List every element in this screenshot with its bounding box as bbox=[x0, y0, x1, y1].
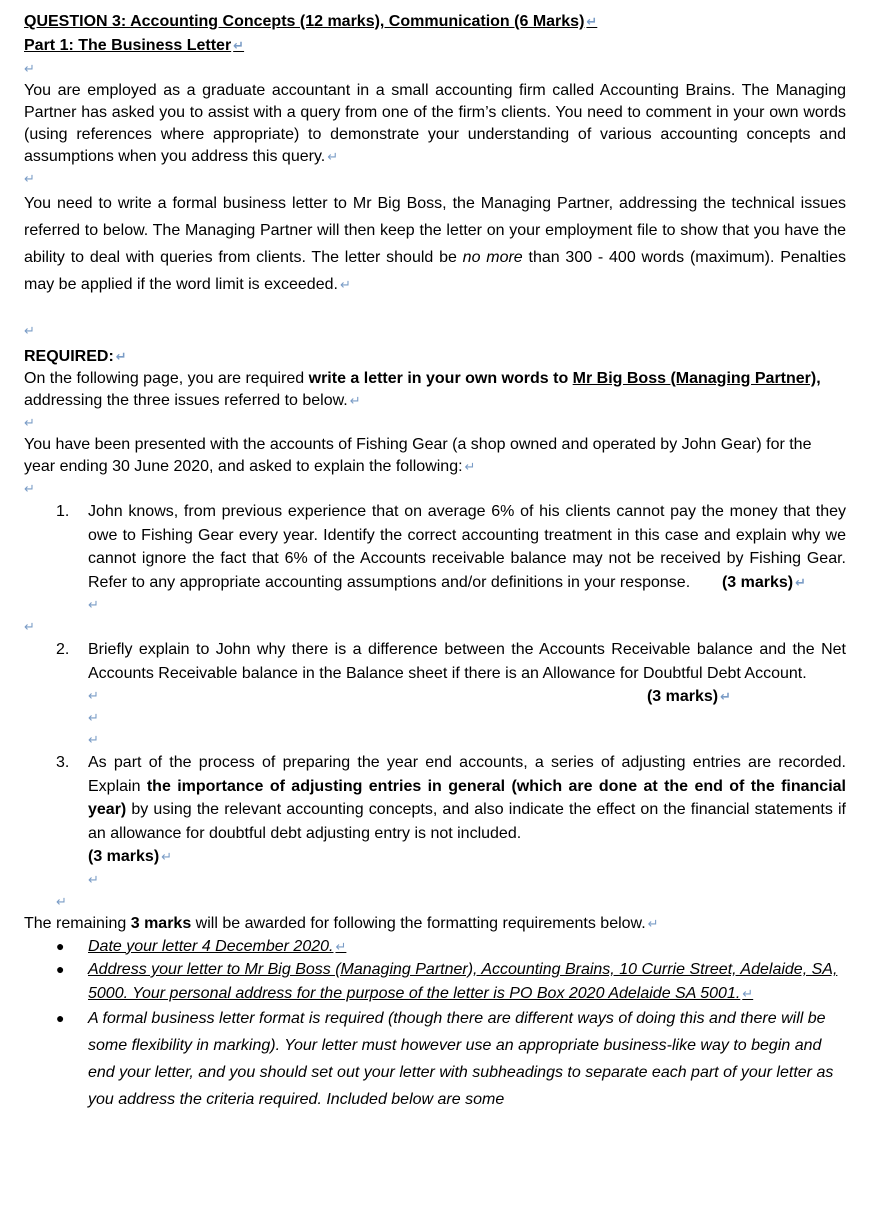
paragraph-mark: ↵ bbox=[24, 619, 35, 634]
question-item-1: 1. John knows, from previous experience that on average 6% of his clients cannot pay the money that they owe to Fishing Gear every year. Identify the correct accounting treatment in this case and explain why we cannot ignore the fact that 6% of the Accounts receivable balance may not be received by Fishing Gear. Refer to any appropriate accounting assumptions and/or definitions in your response. (3 marks) ↵ bbox=[56, 503, 846, 591]
item-3-marks: (3 marks) bbox=[88, 848, 160, 865]
intro-paragraph-1: You are employed as a graduate accountant in a small accounting firm called Accounting Brains. The Managing Partner has asked you to assist with a query from one of the firm’s clients. You need to comment in your own words (using references where appropriate) to demonstrate your understanding of various accounting concepts and assumptions when you address this query. ↵ bbox=[24, 82, 846, 165]
question-items-3 bbox=[24, 751, 846, 869]
bullet-icon: ● bbox=[56, 961, 65, 977]
paragraph-mark: ↵ bbox=[88, 871, 99, 887]
paragraph-mark: ↵ bbox=[88, 597, 99, 612]
paragraph-mark: ↵ bbox=[24, 171, 35, 186]
paragraph-mark: ↵ bbox=[24, 481, 35, 496]
required-label: REQUIRED: ↵ bbox=[24, 348, 127, 365]
paragraph-mark: ↵ bbox=[56, 893, 67, 909]
paragraph-mark: ↵ bbox=[88, 710, 99, 725]
bullet-icon: ● bbox=[56, 1010, 65, 1026]
bullet-icon: ● bbox=[56, 937, 65, 954]
paragraph-mark: ↵ bbox=[24, 323, 35, 338]
required-instruction: On the following page, you are required write a letter in your own words to Mr Big Boss (Managing Partner), addressing the three issues referred to below. ↵ bbox=[24, 370, 821, 409]
part-heading: Part 1: The Business Letter ↵ bbox=[24, 37, 245, 54]
paragraph-mark bbox=[24, 298, 846, 320]
requirement-address: ● Address your letter to Mr Big Boss (Managing Partner), Accounting Brains, 10 Currie Street, Adelaide, SA, 5000. Your personal address for the purpose of the letter is PO Box 2020 Adelaide SA 5001. ↵ bbox=[24, 958, 846, 1005]
question-items bbox=[24, 500, 846, 594]
question-item-2: 2. Briefly explain to John why there is a difference between the Accounts Receivable balance and the Net Accounts Receivable balance in the Balance sheet if there is an Allowance for Doubtful Debt Account. (3 marks) ↵ bbox=[56, 641, 846, 705]
question-heading: QUESTION 3: Accounting Concepts (12 marks), Communication (6 Marks) ↵ bbox=[24, 13, 598, 30]
formatting-requirements bbox=[24, 935, 846, 1114]
paragraph-mark: ↵ bbox=[24, 61, 35, 76]
intro-paragraph-2: You need to write a formal business letter to Mr Big Boss, the Managing Partner, addressing the technical issues referred to below. The Managing Partner will then keep the letter on your employment file to show that you have the ability to deal with queries from clients. The letter should be no more than 300 - 400 words (maximum). Penalties may be applied if the word limit is exceeded. ↵ bbox=[24, 195, 847, 293]
paragraph-mark: ↵ bbox=[24, 415, 35, 430]
question-items-2 bbox=[24, 638, 846, 705]
document-page bbox=[24, 10, 846, 1113]
paragraph-mark: ↵ bbox=[88, 688, 99, 703]
requirement-format: ● A formal business letter format is required (though there are different ways of doing this and there will be some flexibility in marking). Your letter must however use an appropriate business-like way to begin and end your letter, and you should set out your letter with subheadings to separate each part of your letter as you address the criteria required. Included below are some bbox=[24, 1005, 846, 1113]
item-2-marks: (3 marks) bbox=[646, 688, 719, 705]
requirement-date: ● Date your letter 4 December 2020. ↵ bbox=[24, 935, 846, 959]
required-context: You have been presented with the accounts of Fishing Gear (a shop owned and operated by John Gear) for the year ending 30 June 2020, and asked to explain the following: ↵ bbox=[24, 436, 812, 475]
paragraph-mark: ↵ bbox=[88, 732, 99, 747]
question-item-3: 3. As part of the process of preparing the year end accounts, a series of adjusting entries are recorded. Explain the importance of adjusting entries in general (which are done at the end of the financial year) by using the relevant accounting concepts, and also indicate the effect on the financial statements if an allowance for doubtful debt adjusting entry is not included. (3 marks) ↵ bbox=[56, 754, 846, 865]
formatting-lead: The remaining 3 marks will be awarded for following the formatting requirements below. ↵ bbox=[24, 914, 659, 932]
item-1-marks: (3 marks) bbox=[721, 573, 794, 591]
